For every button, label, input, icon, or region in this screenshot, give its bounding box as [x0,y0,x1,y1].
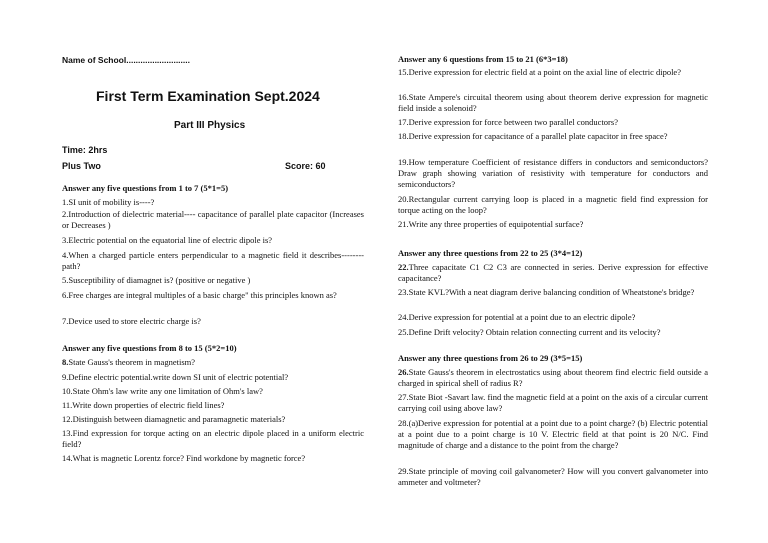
section-heading-4: Answer any three questions from 22 to 25 (3*4=12) [398,248,583,258]
section-heading-1: Answer any five questions from 1 to 7 (5*1=5) [62,183,229,193]
question-12: 12.Distinguish between diamagnetic and paramagnetic materials? [62,414,286,424]
question-25: 25.Define Drift velocity? Obtain relation connecting current and its velocity? [398,327,661,337]
question-4: 4.When a charged particle enters perpendicular to a magnetic field it describes-------- path? [62,250,364,271]
school-name-field: Name of School........................... [62,55,190,65]
subject-heading: Part III Physics [174,120,246,131]
question-23: 23.State KVL?With a neat diagram derive balancing condition of Wheatstone's bridge? [398,287,695,297]
question-28: 28.(a)Derive expression for potential at a point due to a point charge? (b) Electric potential at a point due to a point charge is 10 V. Electric field at that point is 20 N/C. Find magnitude of charge and a distance to the point from the charge? [398,418,708,450]
question-7: 7.Device used to store electric charge is? [62,316,201,326]
question-11: 11.Write down properties of electric field lines? [62,400,225,410]
question-27: 27.State Biot -Savart law. find the magnetic field at a point on the axis of a circular current carrying coil using above law? [398,392,708,413]
question-6: 6.Free charges are integral multiples of a basic charge" this principles known as? [62,290,337,300]
question-24: 24.Derive expression for potential at a point due to an electric dipole? [398,312,636,322]
question-17: 17.Derive expression for force between two parallel conductors? [398,117,618,127]
section-heading-5: Answer any three questions from 26 to 29 (3*5=15) [398,353,583,363]
question-3: 3.Electric potential on the equatorial line of electric dipole is? [62,235,273,245]
question-9: 9.Define electric potential.write down SI unit of electric potential? [62,372,289,382]
question-15: 15.Derive expression for electric field at a point on the axial line of electric dipole? [398,67,681,77]
question-10: 10.State Ohm's law write any one limitation of Ohm's law? [62,386,263,396]
exam-score: Score: 60 [285,161,326,171]
question-26: 26.State Gauss's theorem in electrostatics using about theorem find electric field outside a charged in spirical shell of radius R? [398,367,708,388]
question-14: 14.What is magnetic Lorentz force? Find workdone by magnetic force? [62,453,306,463]
question-5: 5.Susceptibility of diamagnet is? (positive or negative ) [62,275,251,285]
question-19: 19.How temperature Coefficient of resistance differs in conductors and semiconductors? Draw graph showing variation of resistivity with temperature for conductors and semiconductors? [398,157,708,189]
section-heading-3: Answer any 6 questions from 15 to 21 (6*3=18) [398,54,568,64]
question-8: 8.State Gauss's theorem in magnetism? [62,357,196,367]
question-16: 16.State Ampere's circuital theorem using about theorem derive expression for magnetic field inside a solenoid? [398,92,708,113]
question-1: 1.SI unit of mobility is----? [62,197,155,207]
section-heading-2: Answer any five questions from 8 to 15 (5*2=10) [62,343,237,353]
question-18: 18.Derive expression for capacitance of a parallel plate capacitor in free space? [398,131,668,141]
question-13: 13.Find expression for torque acting on an electric dipole placed in a uniform electric field? [62,428,364,449]
question-2: 2.Introduction of dielectric material---- capacitance of parallel plate capacitor (Increases or Decreases ) [62,209,364,230]
exam-time: Time: 2hrs [62,145,108,155]
question-20: 20.Rectangular current carrying loop is placed in a magnetic field find expression for torque acting on the loop? [398,194,708,215]
exam-class: Plus Two [62,161,101,171]
exam-title: First Term Examination Sept.2024 [96,88,320,104]
question-22: 22.Three capacitate C1 C2 C3 are connected in series. Derive expression for effective capacitance? [398,262,708,283]
question-29: 29.State principle of moving coil galvanometer? How will you convert galvanometer into ammeter and voltmeter? [398,466,708,487]
question-21: 21.Write any three properties of equipotential surface? [398,219,584,229]
